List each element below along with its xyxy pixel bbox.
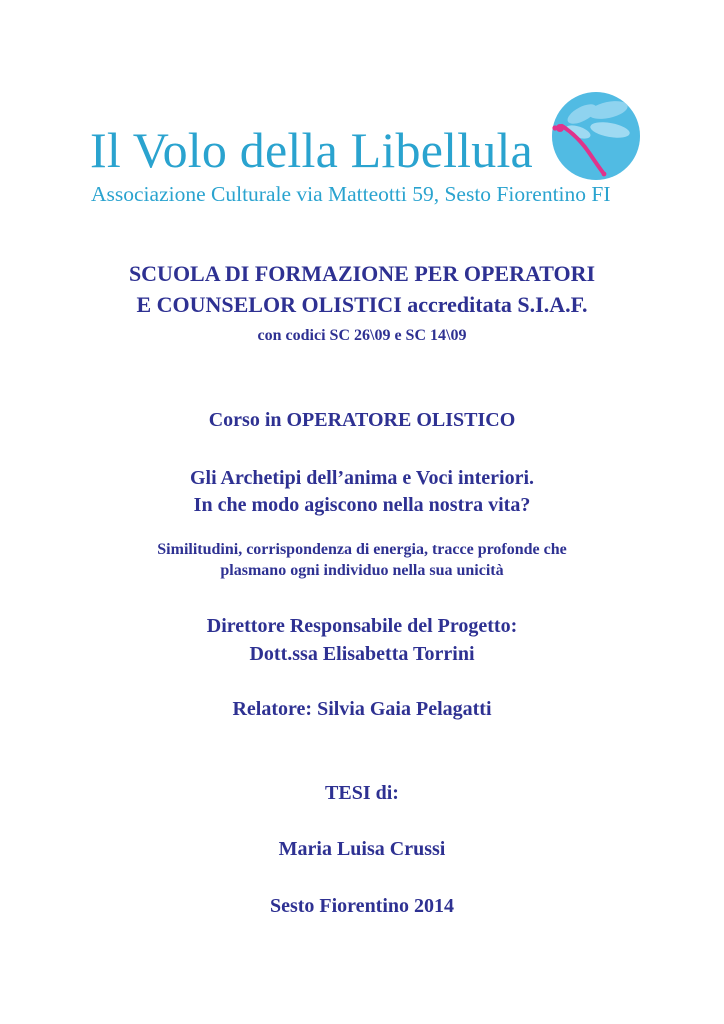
dragonfly-logo-icon — [538, 92, 642, 192]
document-header — [0, 0, 724, 230]
school-title-line2: E COUNSELOR OLISTICI accreditata S.I.A.F. — [136, 292, 588, 317]
speaker: Relatore: Silvia Gaia Pelagatti — [232, 698, 492, 720]
thesis-subtitle-line1: Similitudini, corrispondenza di energia, tracce profonde che — [157, 541, 567, 558]
thesis-title-line2: In che modo agiscono nella nostra vita? — [193, 494, 531, 516]
association-name: Il Volo della Libellula — [90, 122, 533, 178]
thesis-subtitle-line2: plasmano ogni individuo nella sua unicità — [220, 562, 504, 579]
thesis-author-label: TESI di: — [325, 782, 399, 804]
course-name: Corso in OPERATORE OLISTICO — [208, 409, 516, 431]
accreditation-codes: con codici SC 26\09 e SC 14\09 — [257, 327, 467, 344]
school-title-line1: SCUOLA DI FORMAZIONE PER OPERATORI — [128, 261, 596, 286]
author-name: Maria Luisa Crussi — [278, 838, 446, 860]
place-and-year: Sesto Fiorentino 2014 — [269, 895, 455, 917]
thesis-title-line1: Gli Archetipi dell’anima e Voci interiori. — [189, 467, 535, 489]
director-label: Direttore Responsabile del Progetto: — [206, 615, 518, 637]
association-address: Associazione Culturale via Matteotti 59, Sesto Fiorentino FI — [91, 182, 611, 206]
director-name: Dott.ssa Elisabetta Torrini — [249, 643, 475, 665]
